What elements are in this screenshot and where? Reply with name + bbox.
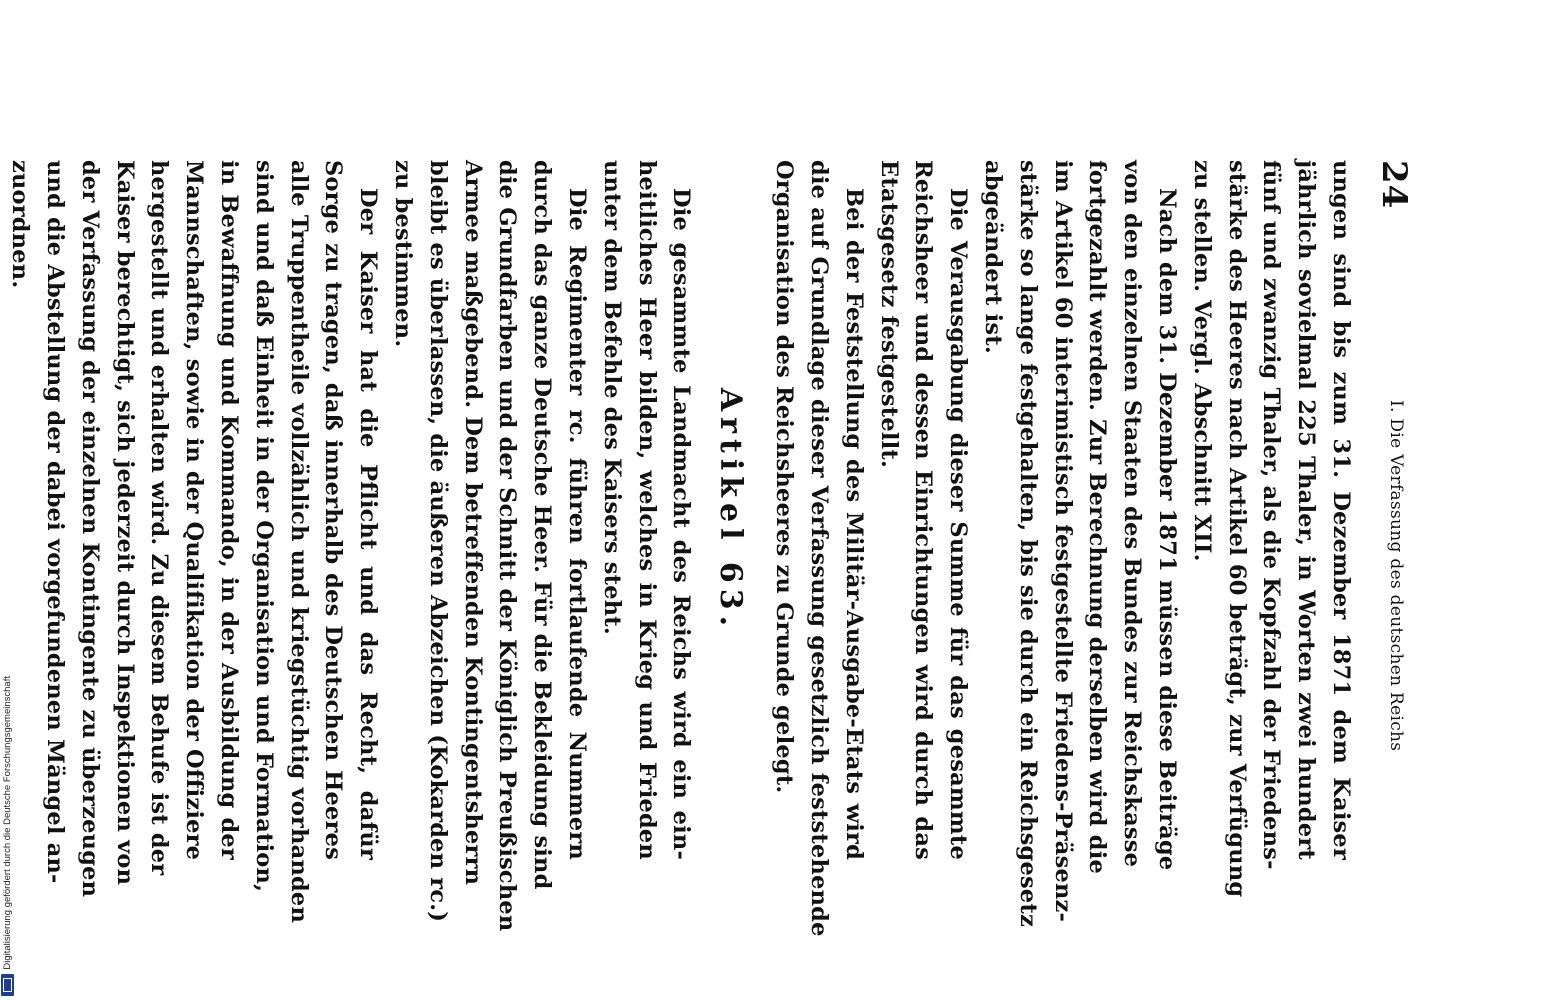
text-line: Mannschaften, sowie in der Qualifikation der Offiziere <box>181 160 208 861</box>
digitisation-note-text: Digitalisierung gefördert durch die Deutsche Forschungsgemeinschaft <box>2 676 13 970</box>
running-head <box>1374 160 1414 840</box>
text-line: heitliches Heer bilden, welches in Krieg und Frieden <box>633 160 660 860</box>
text-line: stärke des Heeres nach Artikel 60 beträgt, zur Verfügung <box>1223 160 1250 898</box>
text-line: bleibt es überlassen, die äußeren Abzeichen (Kokarden rc.) <box>424 160 451 923</box>
text-line: der Verfassung der einzelnen Kontingente zu überzeugen <box>76 160 103 898</box>
text-line: Der Kaiser hat die Pflicht und das Recht, dafür <box>355 188 382 860</box>
text-line: jährlich sovielmal 225 Thaler, in Worten zwei hundert <box>1293 160 1320 860</box>
text-line: durch das ganze Deutsche Heer. Für die Bekleidung sind <box>529 160 556 890</box>
text-line: Die gesammte Landmacht des Reichs wird ein ein- <box>668 188 695 860</box>
paragraphs-after-heading <box>0 160 698 932</box>
text-line: Nach dem 31. Dezember 1871 müssen diese Beiträge <box>1154 188 1181 871</box>
text-line: die auf Grundlage dieser Verfassung gesetzlich feststehende <box>806 160 833 937</box>
text-line: fünf und zwanzig Thaler, als die Kopfzahl der Friedens- <box>1258 160 1285 870</box>
text-line: Organisation des Reichsheeres zu Grunde gelegt. <box>771 160 798 794</box>
page-number: 24 <box>1374 160 1414 210</box>
text-line: und die Abstellung der dabei vorgefundenen Mängel an- <box>42 160 69 884</box>
text-line: die Grundfarben und der Schnitt der Königlich Preußischen <box>494 160 521 932</box>
text-line: stärke so lange festgehalten, bis sie durch ein Reichsgesetz <box>1014 160 1041 927</box>
text-line: unter dem Befehle des Kaisers steht. <box>598 160 625 635</box>
text-line: abgeändert ist. <box>980 160 1007 354</box>
text-line: ungen sind bis zum 31. Dezember 1871 dem Kaiser <box>1328 160 1354 860</box>
text-line: hergestellt und erhalten wird. Zu diesem Behufe ist der <box>146 160 173 876</box>
text-line: im Artikel 60 interimistisch festgestellte Friedens-Präsenz- <box>1049 160 1076 923</box>
text-line: Die Regimenter rc. führen fortlaufende Nummern <box>564 188 591 860</box>
text-line: von den einzelnen Staaten des Bundes zur Reichskasse <box>1119 160 1146 868</box>
text-line: Etatsgesetz festgestellt. <box>875 160 902 469</box>
text-line: Armee maßgebend. Dem betreffenden Kontingentsherrn <box>459 160 486 886</box>
text-line: Sorge zu tragen, daß innerhalb des Deutschen Heeres <box>320 160 347 860</box>
dfg-logo-icon <box>1 974 14 996</box>
text-line: Reichsheer und dessen Einrichtungen wird durch das <box>910 160 937 860</box>
text-line: zu stellen. Vergl. Abschnitt XII. <box>1188 160 1215 562</box>
text-line: fortgezahlt werden. Zur Berechnung derselben wird die <box>1084 160 1111 874</box>
text-line: Bei der Feststellung des Militär-Ausgabe-Etats wird <box>840 188 867 860</box>
text-line: zuordnen. <box>7 160 34 289</box>
text-line: zu bestimmen. <box>390 160 417 348</box>
running-title: I. Die Verfassung des deutschen Reichs <box>1386 400 1406 752</box>
text-line: alle Truppentheile vollzählich und kriegstüchtig vorhanden <box>285 160 312 924</box>
digitisation-note <box>0 600 16 1000</box>
paragraphs-before-heading <box>766 160 1358 937</box>
text-line: Kaiser berechtigt, sich jederzeit durch Inspektionen von <box>111 160 138 886</box>
article-heading: Artikel 63. <box>713 387 749 633</box>
text-line: sind und daß Einheit in der Organisation und Formation, <box>250 160 277 893</box>
text-column <box>0 160 1358 937</box>
text-line: Die Verausgabung dieser Summe für das gesammte <box>945 188 972 860</box>
text-line: in Bewaffnung und Kommando, in der Ausbildung der <box>216 160 243 860</box>
